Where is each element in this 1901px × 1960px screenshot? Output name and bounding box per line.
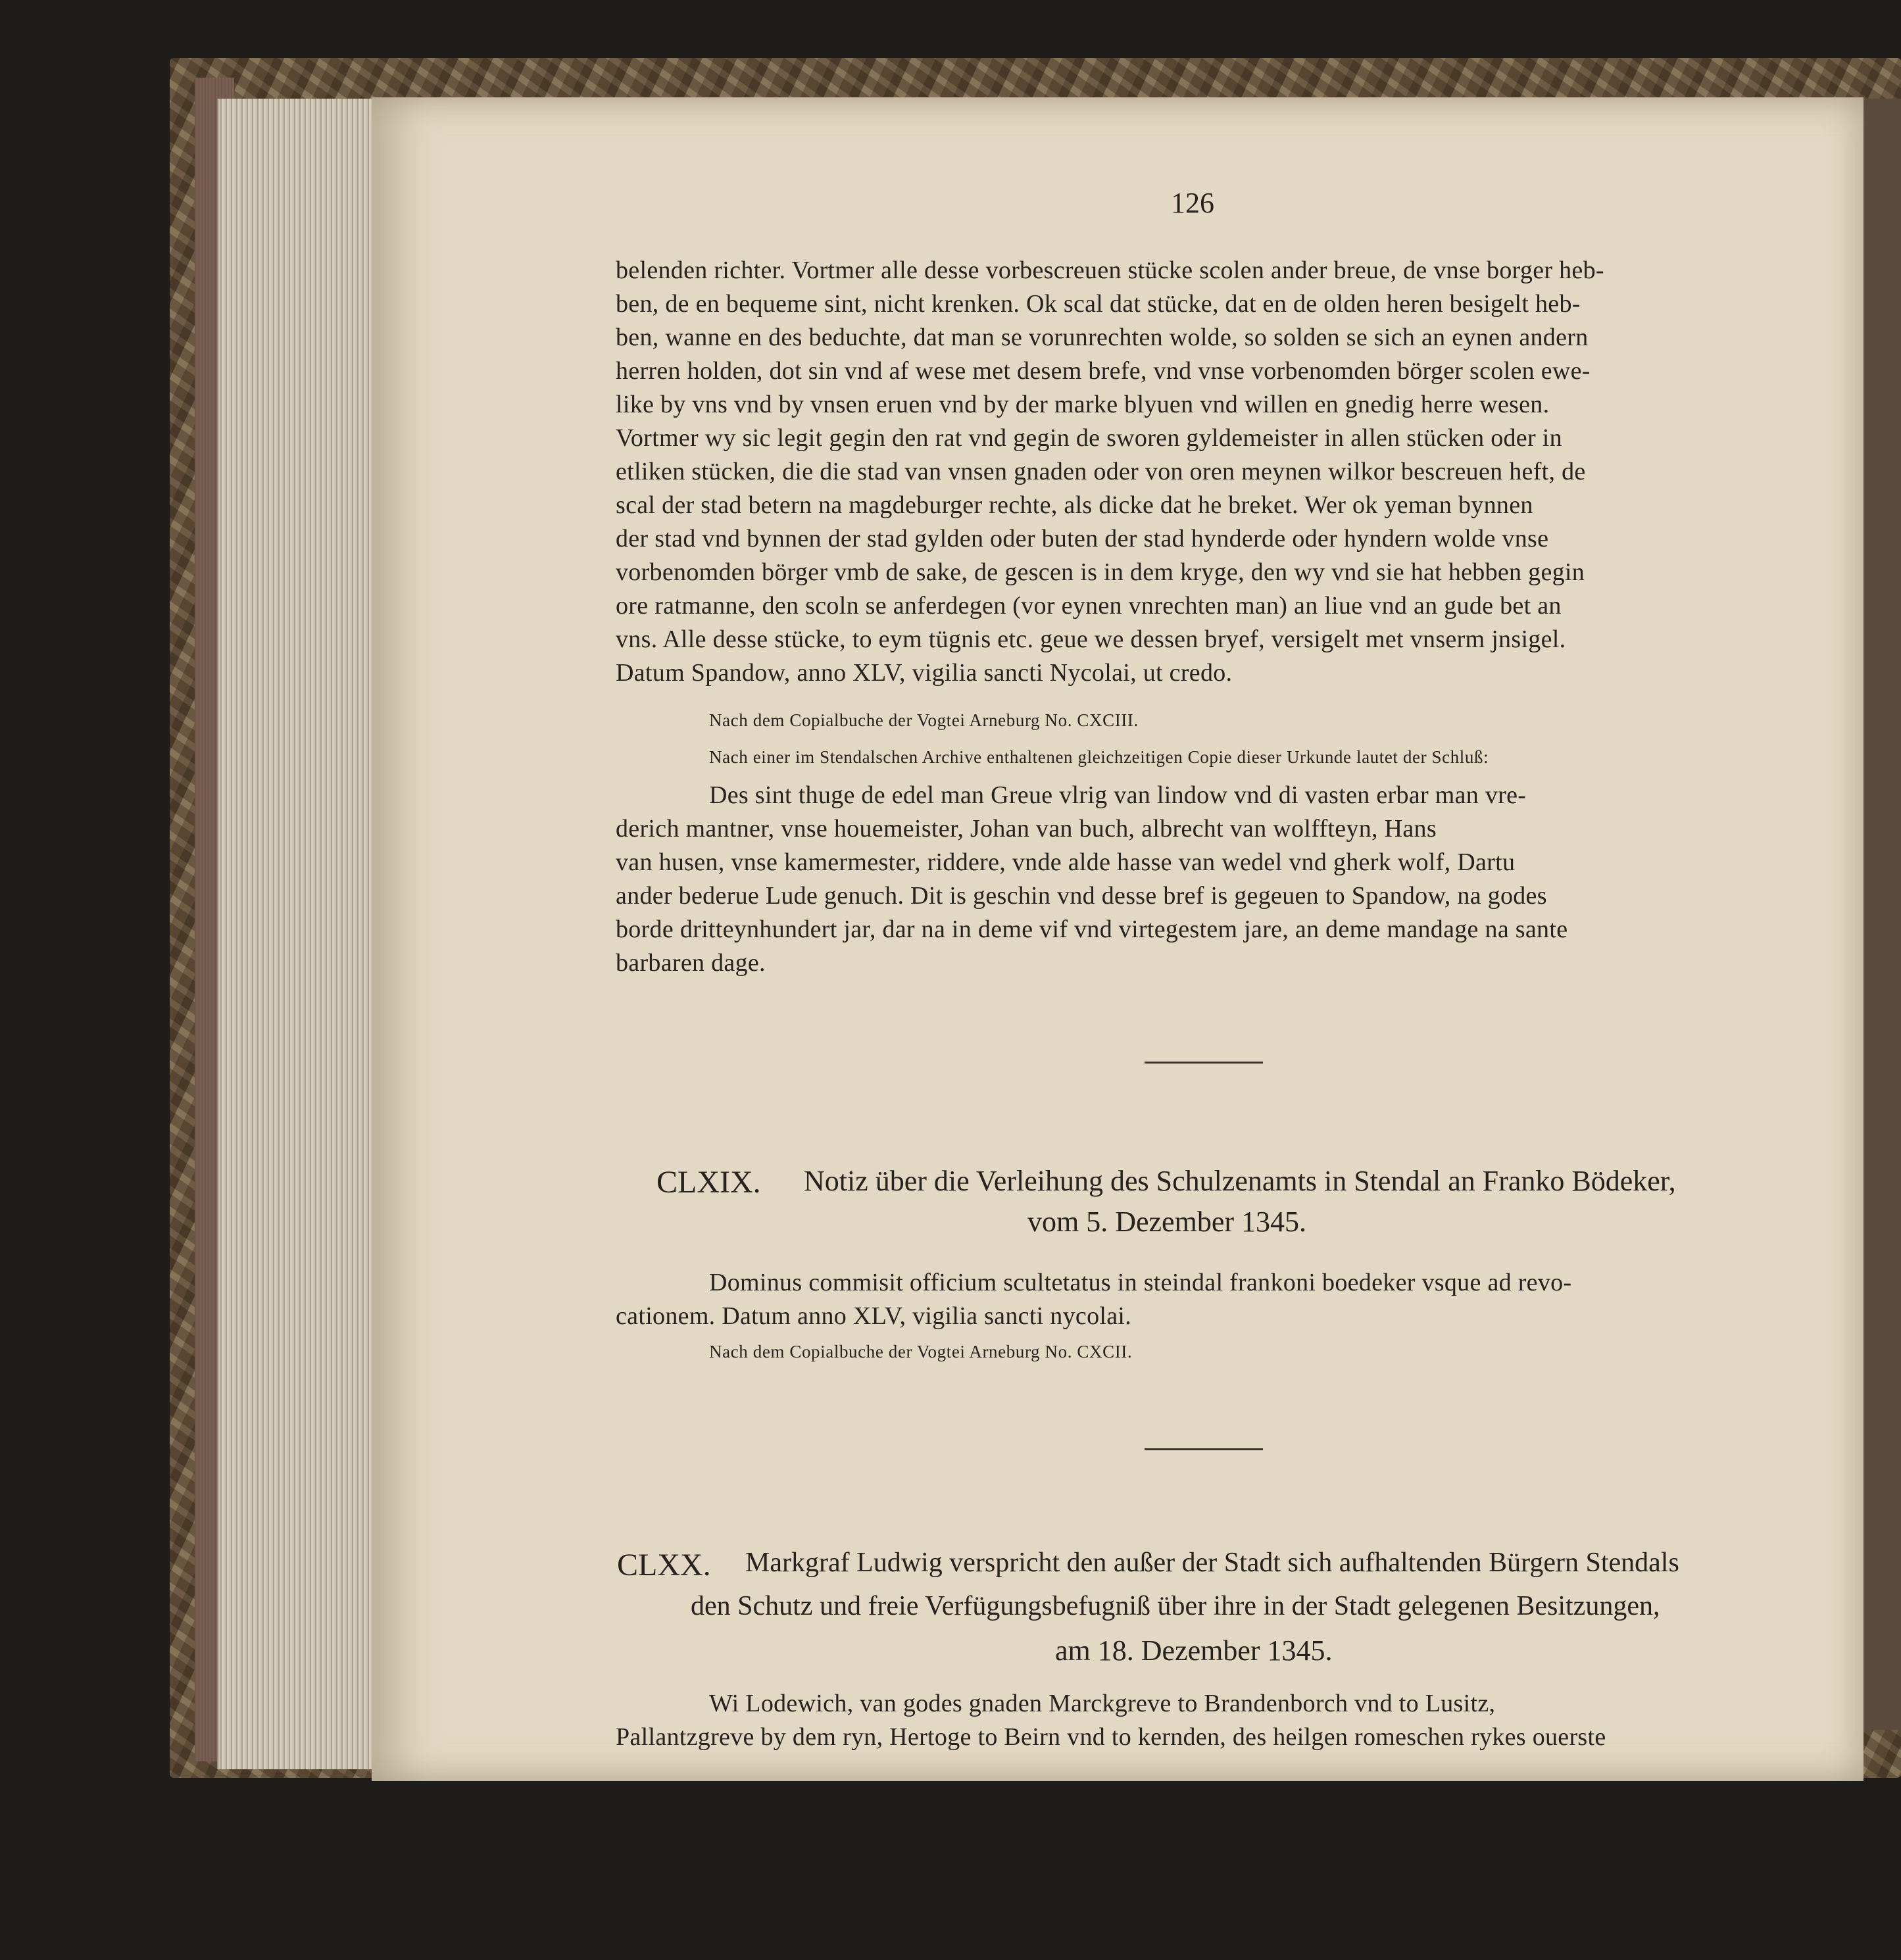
body-line: derich mantner, vnse houemeister, Johan van buch, albrecht van wolffteyn, Hans: [616, 815, 1437, 843]
section-title: den Schutz und freie Verfügungsbefugniß über ihre in der Stadt gelegenen Besitzungen,: [691, 1591, 1660, 1621]
body-line: borde dritteynhundert jar, dar na in deme vif vnd virtegestem jare, an deme mandage na sante: [616, 916, 1568, 943]
section-title: Notiz über die Verleihung des Schulzenamts in Stendal an Franko Bödeker,: [804, 1165, 1676, 1197]
body-line: Vortmer wy sic legit gegin den rat vnd gegin de sworen gyldemeister in allen stücken oder in: [616, 424, 1562, 452]
body-line: barbaren dage.: [616, 949, 766, 977]
body-line: ore ratmanne, den scoln se anferdegen (vor eynen vnrechten man) an liue vnd an gude bet an: [616, 592, 1562, 620]
body-line: ben, de en bequeme sint, nicht krenken. Ok scal dat stücke, dat en de olden heren besigelt heb-: [616, 290, 1581, 318]
section-divider: [1145, 1448, 1263, 1450]
section-number: CLXX.: [617, 1548, 711, 1582]
body-line: Des sint thuge de edel man Greue vlrig van lindow vnd di vasten erbar man vre-: [709, 781, 1527, 809]
body-line: scal der stad betern na magdeburger rechte, als dicke dat he breket. Wer ok yeman bynnen: [616, 491, 1533, 519]
next-page-edge: [1862, 99, 1901, 1730]
section-number: CLXIX.: [656, 1165, 761, 1200]
section-title: am 18. Dezember 1345.: [1055, 1634, 1333, 1667]
section-title: vom 5. Dezember 1345.: [1027, 1206, 1306, 1238]
body-line: van husen, vnse kamermester, riddere, vnde alde hasse van wedel vnd gherk wolf, Dartu: [616, 848, 1516, 876]
source-note: Nach dem Copialbuche der Vogtei Arneburg No. CXCIII.: [709, 710, 1139, 730]
body-line: like by vns vnd by vnsen eruen vnd by der marke blyuen vnd willen en gnedig herre wesen.: [616, 391, 1550, 418]
body-line: vorbenomden börger vmb de sake, de gescen is in dem kryge, den wy vnd sie hat hebben gegin: [616, 558, 1585, 586]
body-line: Datum Spandow, anno XLV, vigilia sancti Nycolai, ut credo.: [616, 659, 1233, 687]
body-line: belenden richter. Vortmer alle desse vorbescreuen stücke scolen ander breue, de vnse borger heb-: [616, 257, 1604, 284]
body-line: Pallantzgreve by dem ryn, Hertoge to Beirn vnd to kernden, des heilgen romeschen rykes ouerste: [616, 1723, 1606, 1751]
body-line: der stad vnd bynnen der stad gylden oder buten der stad hynderde oder hyndern wolde vnse: [616, 525, 1549, 552]
source-note: Nach einer im Stendalschen Archive enthaltenen gleichzeitigen Copie dieser Urkunde lautet der Schluß:: [709, 747, 1489, 767]
page-number: 126: [1171, 187, 1214, 219]
body-line: Dominus commisit officium scultetatus in steindal frankoni boedeker vsque ad revo-: [709, 1269, 1572, 1296]
body-line: herren holden, dot sin vnd af wese met desem brefe, vnd vnse vorbenomden börger scolen ewe-: [616, 357, 1591, 385]
body-line: Wi Lodewich, van godes gnaden Marckgreve to Brandenborch vnd to Lusitz,: [709, 1690, 1496, 1717]
body-line: vns. Alle desse stücke, to eym tügnis etc. geue we dessen bryef, versigelt met vnserm jnsigel.: [616, 625, 1566, 653]
section-divider: [1145, 1062, 1263, 1064]
body-line: ander bederue Lude genuch. Dit is geschin vnd desse bref is gegeuen to Spandow, na godes: [616, 882, 1547, 910]
section-title: Markgraf Ludwig verspricht den außer der Stadt sich aufhaltenden Bürgern Stendals: [745, 1548, 1679, 1578]
page-edges: [217, 99, 376, 1769]
source-note: Nach dem Copialbuche der Vogtei Arneburg No. CXCII.: [709, 1342, 1133, 1361]
body-line: cationem. Datum anno XLV, vigilia sancti nycolai.: [616, 1302, 1132, 1330]
body-line: etliken stücken, die die stad van vnsen gnaden oder von oren meynen wilkor bescreuen heft, de: [616, 458, 1586, 485]
body-line: ben, wanne en des beduchte, dat man se vorunrechten wolde, so solden se sich an eynen andern: [616, 324, 1589, 351]
